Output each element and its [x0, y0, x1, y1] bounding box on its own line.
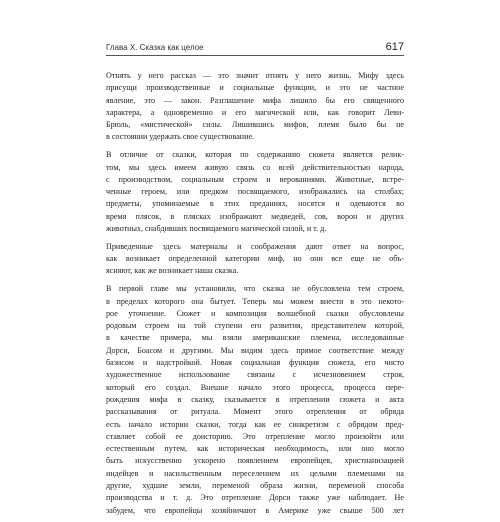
- text-line: художественное использование связаны с исчезновением строя,: [106, 370, 404, 380]
- text-line: естественным путем, как историческая необходимость, или оно могло: [106, 444, 404, 454]
- text-line: предметы, упоминаемые в этих преданиях, носятся и одеваются во: [106, 199, 404, 209]
- text-line: ченные героем, или предком посвящаемого, изображались на столбах;: [106, 187, 404, 197]
- text-line: другие, худшие земли, переменой образа жизни, переменой способа: [106, 481, 404, 490]
- body-text: [106, 70, 404, 522]
- text-line: в качестве примера, мы взяли американские племена, исследованные: [106, 333, 404, 343]
- text-line: животных, снабдивших посвящаемого магической силой, и т. д.: [106, 224, 327, 234]
- page-header: [106, 41, 404, 57]
- text-line: быть искусственно ускорено появлением европейцев, христианизацией: [106, 456, 404, 466]
- text-line: который его создал. Внешне начало этого процесса, процесса пере-: [106, 382, 404, 392]
- text-line: В отличие от сказки, которая по содержанию сюжета является релик-: [106, 150, 404, 160]
- text-line: есть начало истории сказки, тогда как ее синкретизм с обрядом пред-: [106, 419, 404, 429]
- paragraph-3: [106, 241, 404, 278]
- text-line: ставляет собой ее доисторию. Это отрепление могло произойти или: [106, 431, 404, 441]
- text-line: Отнять у него рассказ — это значит отнять у него жизнь. Мифу здесь: [106, 71, 404, 80]
- paragraph-1: [106, 70, 404, 144]
- text-line: в пределах которого она бытует. Теперь мы можем внести в это некото-: [106, 296, 404, 306]
- text-line: рое уточнение. Сюжет и композиция волшебной сказки обусловлены: [106, 308, 404, 318]
- text-line: рассказывания от ритуала. Момент этого отрепления от обряда: [106, 407, 404, 417]
- text-line: рождения мифа в сказку, сказывается в отреплении сюжета и акта: [106, 394, 404, 404]
- text-line: Приведенные здесь материалы и соображения дают ответ на вопрос,: [106, 241, 404, 251]
- paragraph-2: [106, 149, 404, 235]
- text-line: Брюль, «мистической» силы. Лишившись мифов, племя было бы не: [106, 120, 404, 130]
- text-line: производства и т. д. Это отрепление Дорси также уже наблюдает. Не: [106, 493, 404, 503]
- text-line: том, мы здесь имеем живую связь со всей действительностью народа,: [106, 162, 404, 172]
- page-number: 617: [385, 41, 404, 53]
- text-line: как возникает определенной категории миф, но они все еще не объ-: [106, 254, 404, 264]
- text-line: индейцев и насильственным переселением их целыми племенами на: [106, 468, 404, 478]
- text-line: Дорси, Боасом и другими. Мы видим здесь прямое соответствие между: [106, 345, 404, 355]
- text-line: с производством, социальным строем и верованиями. Животные, встре-: [106, 174, 404, 184]
- text-line: ясняют, как же возникает наша сказка.: [106, 266, 239, 276]
- text-line: В первой главе мы установили, что сказка не обусловлена тем строем,: [106, 284, 404, 294]
- running-head: Глава X. Сказка как целое: [106, 43, 204, 52]
- text-line: явление, это — закон. Разглашение мифа лишило бы его священного: [106, 95, 404, 105]
- text-line: забудем, что европейцы хозяйничают в Америке уже свыше 500 лет: [106, 505, 404, 515]
- text-line: родовым строем на той ступени его развития, представителем которой,: [106, 321, 404, 331]
- header-rule: [106, 55, 404, 56]
- text-line: базисом и надстройкой. Новая социальная функция сюжета, его чисто: [106, 358, 404, 368]
- paragraph-4: [106, 283, 404, 517]
- text-line: время плясок, в плясках изображают медведей, сов, ворон и других: [106, 211, 404, 221]
- text-line: в состоянии удержать свое существование.: [106, 132, 255, 142]
- text-line: присущи производственные и социальные функции, и это не частное: [106, 83, 404, 93]
- text-line: характера, а одновременно и его магической или, как говорит Леви-: [106, 107, 404, 117]
